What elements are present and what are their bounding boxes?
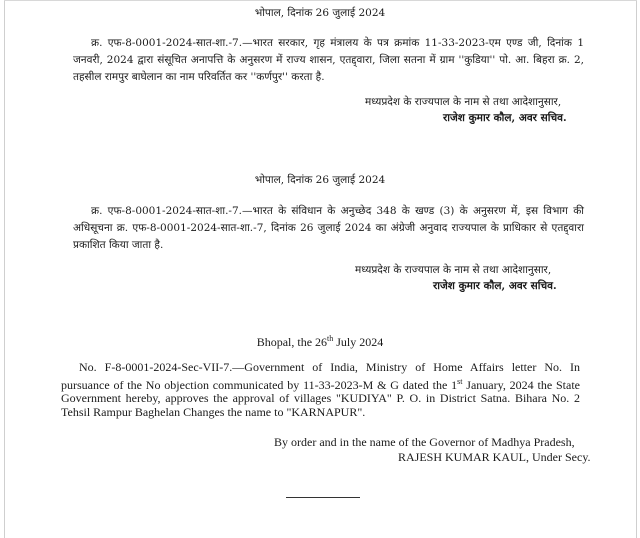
notice2-body-text: क्र. एफ-8-0001-2024-सात-शा.-7.—भारत के संविधान के अनुच्छेद 348 के खण्ड (3) के अनुसरण में, इस विभाग की अधिसूचना क्र. एफ-8-0001-2024-सात-शा.-7, दिनांक 26 जुलाई 2024 का अंग्रेजी अनुवाद राज्यपाल के प्राधिकार से एतद्द्वारा प्रकाशित किया जाता है. (73, 205, 584, 251)
notice2-sign-line2: राजेश कुमार कौल, अवर सचिव. (433, 280, 557, 292)
notice1-sign-line2: राजेश कुमार कौल, अवर सचिव. (443, 112, 567, 124)
notice1-body (73, 35, 584, 86)
notice1-sign-line1: मध्यप्रदेश के राज्यपाल के नाम से तथा आदेशानुसार, (365, 96, 562, 108)
notice2-body (73, 203, 584, 254)
notice3-dateline-suffix: July 2024 (333, 335, 384, 349)
notice1-dateline: भोपाल, दिनांक 26 जुलाई 2024 (254, 7, 386, 19)
section-divider-rule (286, 497, 360, 498)
notice2-dateline: भोपाल, दिनांक 26 जुलाई 2024 (254, 174, 386, 186)
notice3-dateline-prefix: Bhopal, the 26 (256, 335, 328, 349)
notice1-body-text: क्र. एफ-8-0001-2024-सात-शा.-7.—भारत सरकार, गृह मंत्रालय के पत्र क्रमांक 11-33-2023-एम एण्ड जी, दिनांक 1 जनवरी, 2024 द्वारा संसूचित अनापत्ति के अनुसरण में राज्य शासन, एतद्द्वारा, जिला सतना में ग्राम ''कुडिया'' पो. आ. बिहरा क्र. 2, तहसील रामपुर बाघेलान का नाम परिवर्तित कर ''कर्णपुर'' करता है. (73, 37, 584, 83)
notice3-sign-line2: RAJESH KUMAR KAUL, Under Secy. (398, 450, 591, 464)
notice2-sign-line1: मध्यप्रदेश के राज्यपाल के नाम से तथा आदेशानुसार, (355, 264, 552, 276)
notice3-body-part2: January, 2024 the State Government hereby, approves the approval of villages "KUDIYA" P. O. in District Satna. Bihara No. 2 Tehsil Rampur Baghelan Changes the name to "KARNAPUR". (61, 377, 580, 419)
notice3-body-sup: st (457, 376, 463, 386)
notice3-body-part1: No. F-8-0001-2024-Sec-VII-7.—Government of India, Ministry of Home Affairs letter No. In pursuance of the No objection communicated by 11-33-2023-M & G dated the 1 (61, 360, 580, 392)
notice3-dateline (0, 332, 640, 350)
notice3-body-text (61, 361, 580, 419)
notice3-dateline-sup: th (327, 334, 334, 343)
notice3-sign-line1: By order and in the name of the Governor of Madhya Pradesh, (274, 435, 575, 449)
notice3-body (61, 361, 580, 419)
